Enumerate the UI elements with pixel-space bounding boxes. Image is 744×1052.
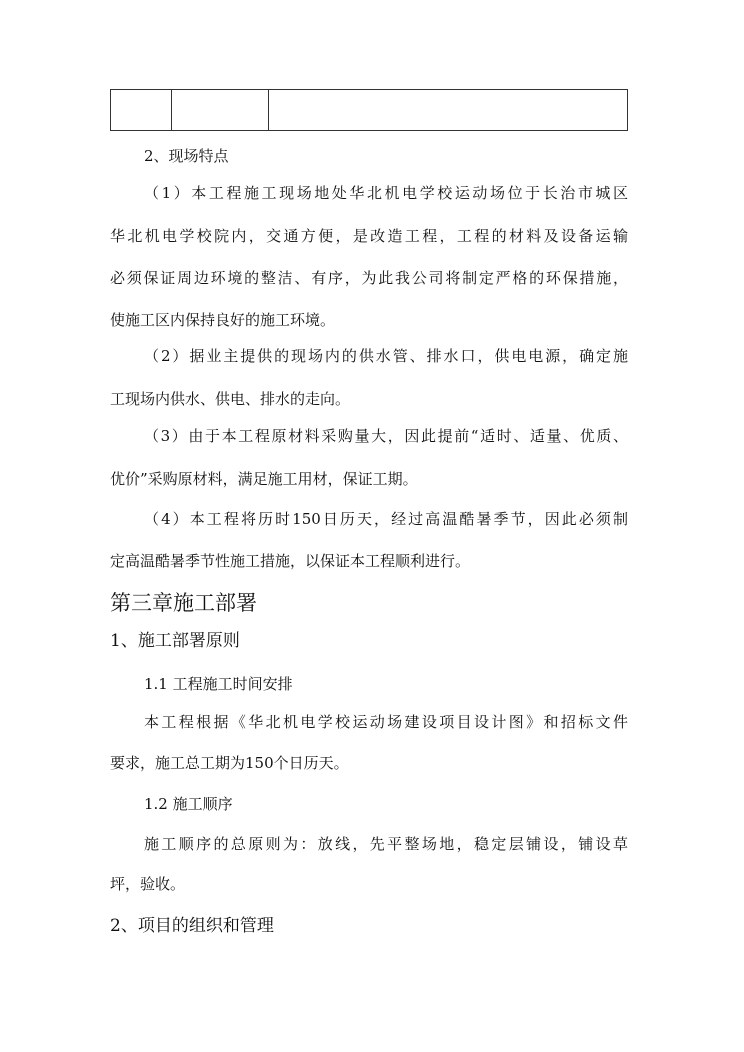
paragraph-line: 定高温酷暑季节性施工措施，以保证本工程顺利进行。 <box>110 552 471 570</box>
paragraph-line: 华北机电学校院内，交通方便，是改造工程，工程的材料及设备运输 <box>110 227 628 245</box>
table-cell <box>111 90 172 131</box>
section-heading: 1、施工部署原则 <box>110 631 240 651</box>
paragraph-line: 优价”采购原材料，满足施工用材，保证工期。 <box>110 470 418 488</box>
paragraph-line: （4）本工程将历时150日历天，经过高温酷暑季节，因此必须制 <box>144 510 628 528</box>
header-table <box>110 89 628 131</box>
section-heading: 2、现场特点 <box>144 147 229 165</box>
paragraph-line: 要求，施工总工期为150个日历天。 <box>110 754 349 772</box>
paragraph-line: 工现场内供水、供电、排水的走向。 <box>110 390 351 408</box>
paragraph-line: 必须保证周边环境的整洁、有序，为此我公司将制定严格的环保措施， <box>110 269 628 287</box>
chapter-title: 第三章施工部署 <box>110 591 257 615</box>
paragraph-line: （2）据业主提供的现场内的供水管、排水口，供电电源，确定施 <box>144 347 628 365</box>
subsection-heading: 1.2 施工顺序 <box>144 795 233 813</box>
table-row <box>111 90 628 131</box>
section-heading: 2、项目的组织和管理 <box>110 916 274 936</box>
table-cell <box>172 90 269 131</box>
paragraph-line: 使施工区内保持良好的施工环境。 <box>110 311 336 329</box>
table-cell <box>269 90 628 131</box>
subsection-heading: 1.1 工程施工时间安排 <box>144 675 293 693</box>
paragraph-line: （3）由于本工程原材料采购量大，因此提前“适时、适量、优质、 <box>144 427 628 445</box>
paragraph-line: 施工顺序的总原则为：放线，先平整场地，稳定层铺设，铺设草 <box>144 835 628 853</box>
paragraph-line: 本工程根据《华北机电学校运动场建设项目设计图》和招标文件 <box>144 713 628 731</box>
paragraph-line: （1）本工程施工现场地处华北机电学校运动场位于长治市城区 <box>144 184 628 202</box>
paragraph-line: 坪，验收。 <box>110 875 186 893</box>
